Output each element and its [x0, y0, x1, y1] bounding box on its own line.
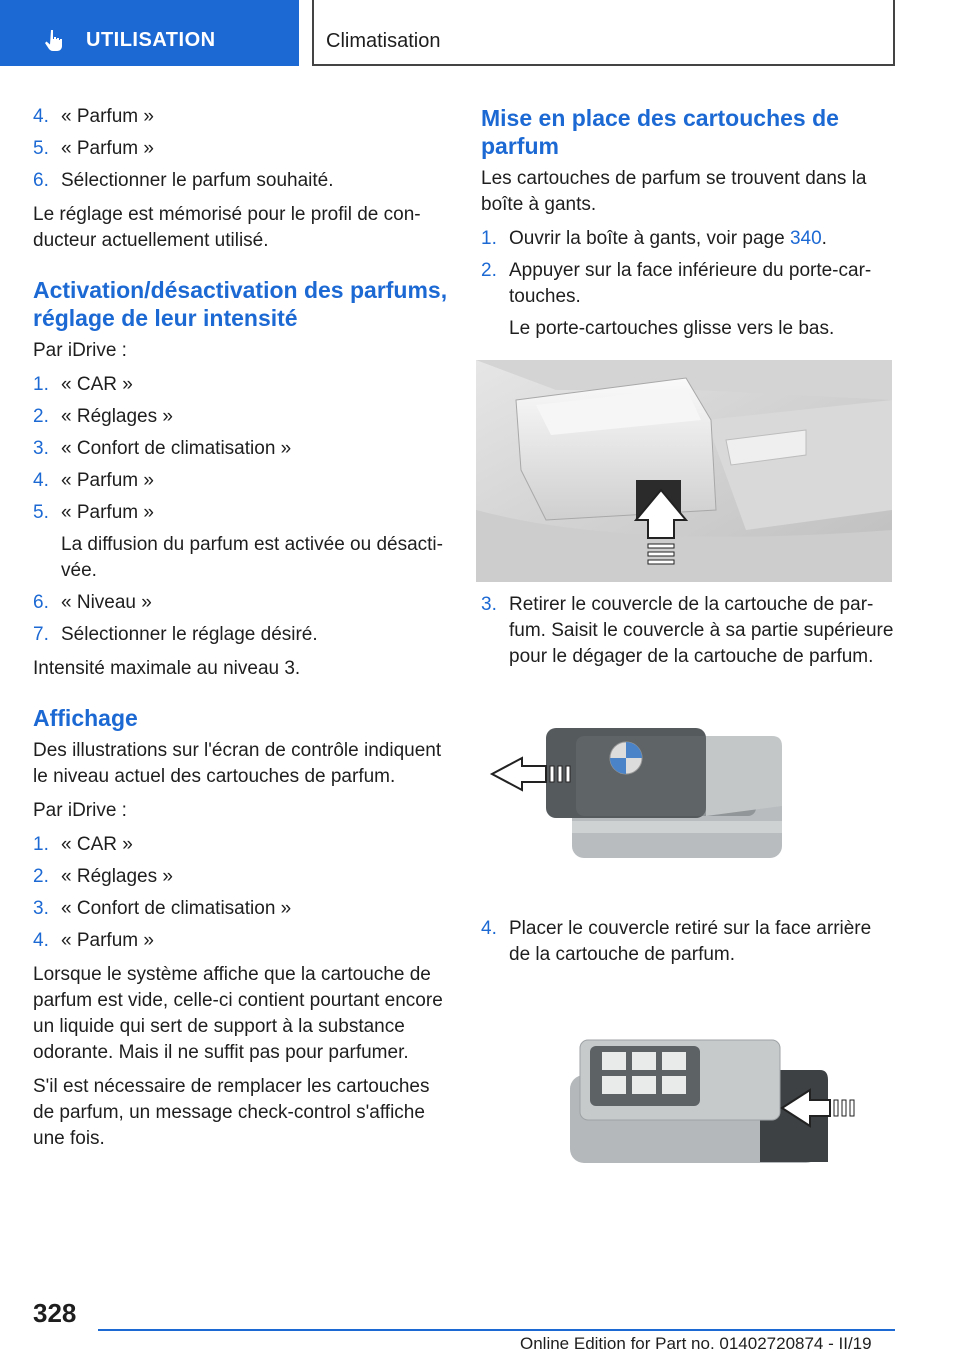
list-item — [33, 500, 451, 584]
step-text: « Niveau » — [61, 592, 152, 613]
list-item — [33, 372, 451, 398]
cartridge-cover-figure — [476, 716, 892, 866]
step-3-block — [481, 592, 897, 678]
page-number: 328 — [33, 1298, 77, 1328]
step-number: 5. — [33, 138, 49, 159]
step-text: Ouvrir la boîte à gants, voir page — [509, 228, 790, 249]
list-item — [481, 592, 897, 670]
cartridge-back-figure — [560, 1030, 866, 1166]
step-list-f — [481, 916, 897, 968]
step-number: 1. — [481, 228, 497, 249]
step-number: 4. — [33, 930, 49, 951]
step-result: Le porte-cartouches glisse vers le bas. — [509, 318, 835, 339]
paragraph: Des illustrations sur l'écran de contrôle indiquent le niveau actuel des cartouches de parfum. — [33, 740, 442, 787]
section-heading: Mise en place des cartouches de parfum — [481, 105, 839, 159]
glovebox-photo — [476, 360, 892, 582]
intro-text: Par iDrive : — [33, 800, 127, 821]
chapter-title: Climatisation — [326, 30, 441, 52]
hand-pointer-icon — [42, 28, 66, 52]
list-item — [481, 916, 897, 968]
step-text: « Parfum » — [61, 930, 154, 951]
step-text: « Réglages » — [61, 866, 173, 887]
list-item — [33, 864, 451, 890]
section-heading: Affichage — [33, 705, 138, 731]
list-item — [33, 896, 451, 922]
step-list-a — [33, 104, 451, 194]
step-list-e — [481, 592, 897, 670]
step-text: Placer le couvercle retiré sur la face arrière de la cartouche de parfum. — [509, 918, 872, 965]
list-item — [481, 226, 897, 252]
step-number: 2. — [33, 406, 49, 427]
step-number: 2. — [33, 866, 49, 887]
step-text: Sélectionner le parfum souhaité. — [61, 170, 334, 191]
paragraph: Le réglage est mémorisé pour le profil de con‐ducteur actuellement utilisé. — [33, 204, 421, 251]
step-text: « Parfum » — [61, 470, 154, 491]
step-number: 1. — [33, 374, 49, 395]
list-item — [33, 622, 451, 648]
step-number: 5. — [33, 502, 49, 523]
step-text: « Parfum » — [61, 502, 154, 523]
left-column — [33, 104, 451, 1160]
step-number: 3. — [33, 438, 49, 459]
step-result: La diffusion du parfum est activée ou désacti‐vée. — [61, 534, 443, 581]
list-item — [33, 468, 451, 494]
list-item — [33, 104, 451, 130]
section-tab-label: UTILISATION — [86, 29, 216, 51]
header-divider-bottom — [312, 64, 895, 66]
list-item — [33, 590, 451, 616]
right-column — [481, 104, 897, 350]
step-number: 4. — [481, 918, 497, 939]
paragraph: Lorsque le système affiche que la cartouche de parfum est vide, celle-ci contient pourtant encore un liquide qui sert de support à la substance odorante. Mais il ne suffit pas pour parfumer. — [33, 964, 443, 1063]
step-number: 4. — [33, 106, 49, 127]
step-text: « CAR » — [61, 834, 133, 855]
paragraph: S'il est nécessaire de remplacer les cartouches de parfum, un message check-control s'affiche une fois. — [33, 1076, 430, 1149]
intro-text: Les cartouches de parfum se trouvent dans la boîte à gants. — [481, 168, 867, 215]
step-text: « CAR » — [61, 374, 133, 395]
step-number: 4. — [33, 470, 49, 491]
step-text: Sélectionner le réglage désiré. — [61, 624, 318, 645]
step-text: « Parfum » — [61, 138, 154, 159]
list-item — [33, 136, 451, 162]
step-list-d — [481, 226, 897, 342]
paragraph: Intensité maximale au niveau 3. — [33, 658, 301, 679]
footer-divider — [98, 1329, 895, 1331]
header-divider-right — [893, 0, 895, 66]
list-item — [33, 404, 451, 430]
page-link[interactable]: 340 — [789, 228, 822, 249]
header-divider-left — [312, 0, 314, 66]
step-number: 7. — [33, 624, 49, 645]
step-number: 1. — [33, 834, 49, 855]
step-number: 6. — [33, 592, 49, 613]
step-text: « Parfum » — [61, 106, 154, 127]
step-text: Retirer le couvercle de la cartouche de par‐fum. Saisit le couvercle à sa partie supérieure pour le dégager de la cartouche de parfum. — [509, 594, 894, 667]
step-4-block — [481, 916, 897, 976]
list-item — [33, 168, 451, 194]
step-text: « Réglages » — [61, 406, 173, 427]
step-number: 6. — [33, 170, 49, 191]
list-item — [33, 928, 451, 954]
step-number: 3. — [481, 594, 497, 615]
step-list-b — [33, 372, 451, 648]
intro-text: Par iDrive : — [33, 340, 127, 361]
list-item — [33, 832, 451, 858]
step-text: Appuyer sur la face inférieure du porte-car‐touches. — [509, 260, 872, 307]
step-number: 3. — [33, 898, 49, 919]
edition-footer: Online Edition for Part no. 01402720874 - II/19 — [520, 1334, 872, 1353]
step-list-c — [33, 832, 451, 954]
step-text-end: . — [821, 228, 827, 249]
list-item — [481, 258, 897, 342]
step-text: « Confort de climatisation » — [61, 438, 292, 459]
step-text: « Confort de climatisation » — [61, 898, 292, 919]
list-item — [33, 436, 451, 462]
section-heading: Activation/désactivation des parfums, réglage de leur intensité — [33, 277, 448, 331]
section-tab[interactable] — [0, 0, 299, 66]
step-number: 2. — [481, 260, 497, 281]
